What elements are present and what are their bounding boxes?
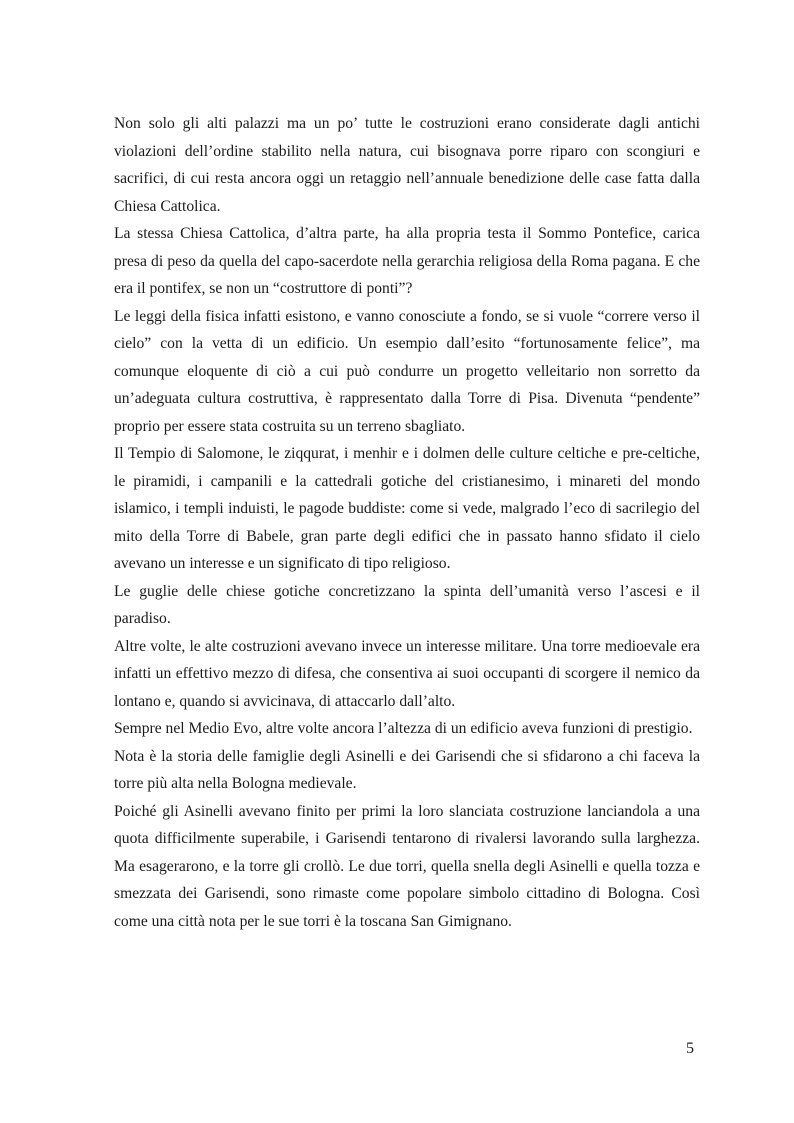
paragraph: Il Tempio di Salomone, le ziqqurat, i menhir e i dolmen delle culture celtiche e pre-celtiche, le piramidi, i campanili e la cattedrali gotiche del cristianesimo, i minareti del mondo islamico, i templi induisti, le pagode buddiste: come si vede, malgrado l’eco di sacrilegio del mito della Torre di Babele, gran parte degli edifici che in passato hanno sfidato il cielo avevano un interesse e un significato di tipo religioso.	[114, 445, 700, 572]
paragraph: Poiché gli Asinelli avevano finito per primi la loro slanciata costruzione lanciandola a una quota difficilmente superabile, i Garisendi tentarono di rivalersi lavorando sulla larghezza. Ma esagerarono, e la torre gli crollò. Le due torri, quella snella degli Asinelli e quella tozza e smezzata dei Garisendi, sono rimaste come popolare simbolo cittadino di Bologna. Così come una città nota per le sue torri è la toscana San Gimignano.	[114, 802, 700, 930]
paragraph: Le leggi della fisica infatti esistono, e vanno conosciute a fondo, se si vuole “correre verso il cielo” con la vetta di un edificio. Un esempio dall’esito “fortunosamente felice”, ma comunque eloquente di ciò a cui può condurre un progetto velleitario non sorretto da un’adeguata cultura costruttiva, è rappresentato dalla Torre di Pisa. Divenuta “pendente” proprio per essere stata costruita su un terreno sbagliato.	[114, 307, 700, 435]
page-number: 5	[686, 1040, 694, 1057]
paragraph: Le guglie delle chiese gotiche concretizzano la spinta dell’umanità verso l’ascesi e il paradiso.	[114, 582, 700, 627]
paragraph: La stessa Chiesa Cattolica, d’altra parte, ha alla propria testa il Sommo Pontefice, carica presa di peso da quella del capo-sacerdote nella gerarchia religiosa della Roma pagana. E che era il pontifex, se non un “costruttore di ponti”?	[114, 225, 700, 297]
paragraph: Sempre nel Medio Evo, altre volte ancora l’altezza di un edificio aveva funzioni di prestigio.	[114, 720, 693, 737]
document-body	[114, 110, 700, 935]
paragraph: Altre volte, le alte costruzioni avevano invece un interesse militare. Una torre medioevale era infatti un effettivo mezzo di difesa, che consentiva ai suoi occupanti di scorgere il nemico da lontano e, quando si avvicinava, di attaccarlo dall’alto.	[114, 637, 700, 710]
paragraph: Non solo gli alti palazzi ma un po’ tutte le costruzioni erano considerate dagli antichi violazioni dell’ordine stabilito nella natura, cui bisognava porre riparo con scongiuri e sacrifici, di cui resta ancora oggi un retaggio nell’annuale benedizione delle case fatta dalla Chiesa Cattolica.	[114, 115, 700, 215]
paragraph: Nota è la storia delle famiglie degli Asinelli e dei Garisendi che si sfidarono a chi faceva la torre più alta nella Bologna medievale.	[114, 747, 700, 792]
